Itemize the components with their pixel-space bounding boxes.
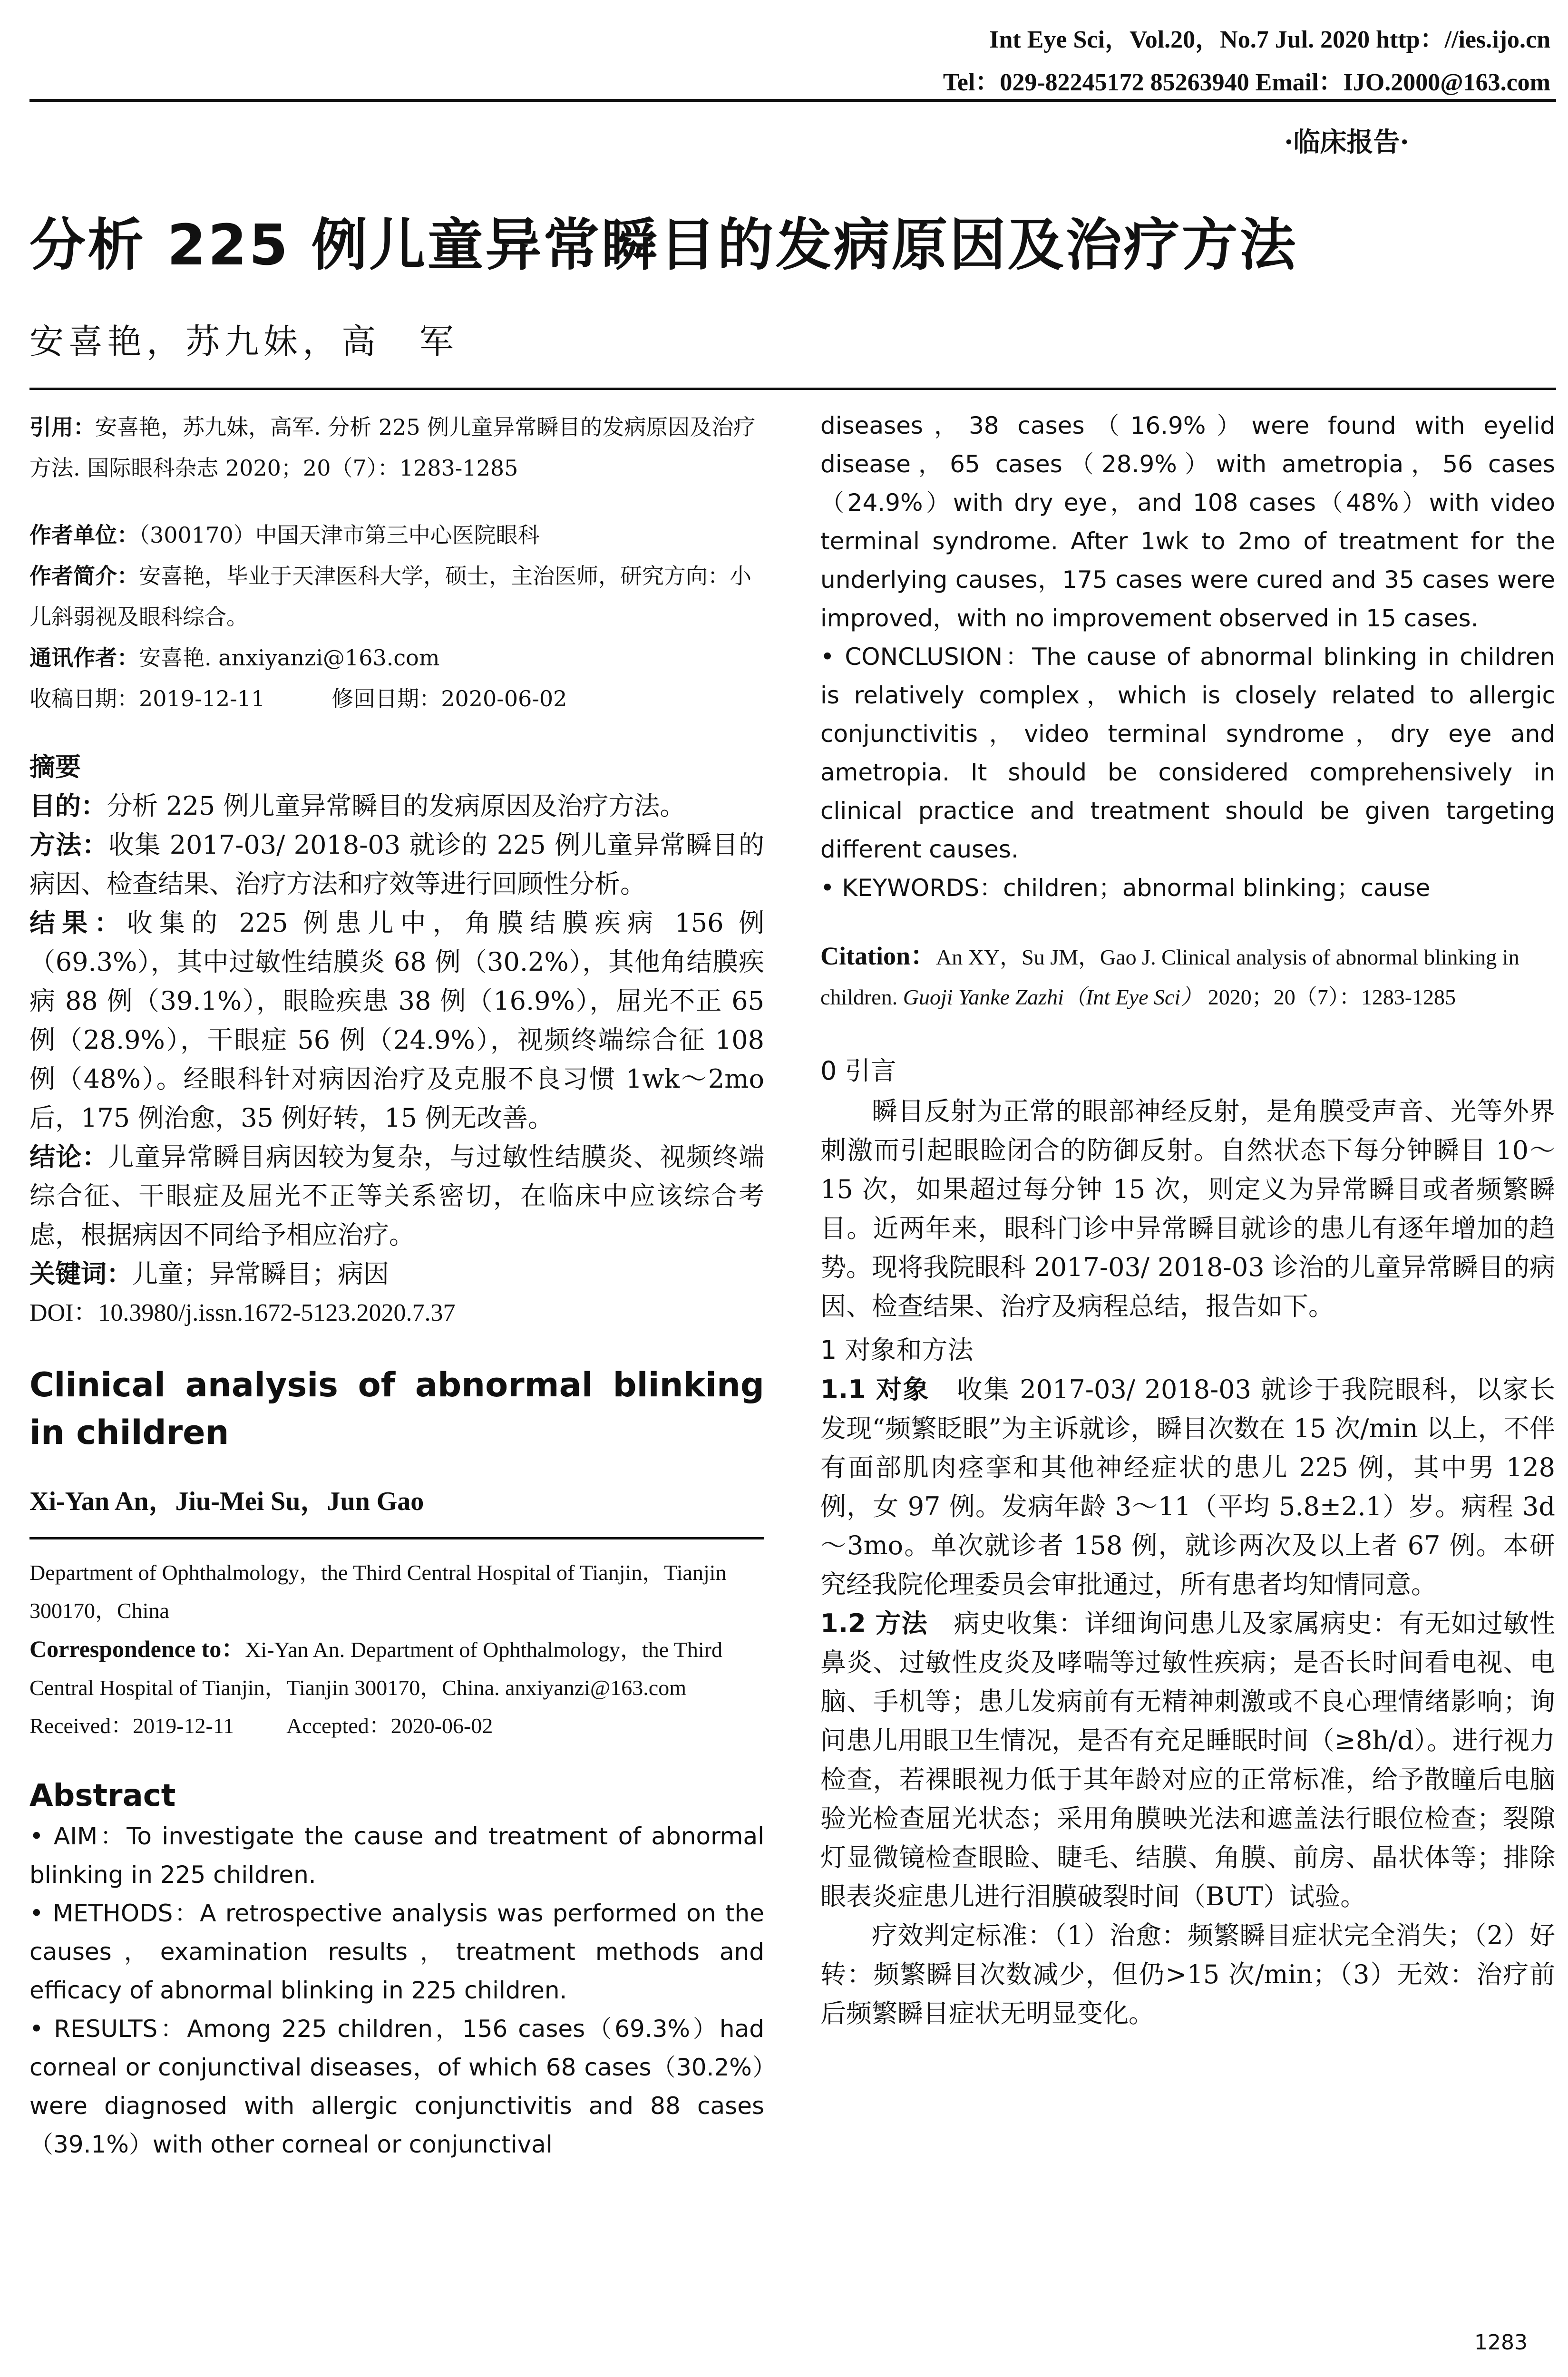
correspondence-en xyxy=(29,1630,764,1707)
subsection-1-2-label: 1.2 方法 xyxy=(820,1608,928,1638)
author-unit-text: （300170）中国天津市第三中心医院眼科 xyxy=(139,522,540,548)
abstract-method-zh xyxy=(29,826,764,904)
journal-header-line1: Int Eye Sci，Vol.20，No.7 Jul. 2020 http：//ies.ijo.cn xyxy=(989,26,1550,53)
right-column xyxy=(820,407,1555,2033)
section-1-heading: 1 对象和方法 xyxy=(820,1335,974,1365)
citation-label: 引用： xyxy=(29,414,95,440)
abstract-aim-en: • AIM：To investigate the cause and treatment of abnormal blinking in 225 children. xyxy=(29,1822,764,1889)
title-rule xyxy=(29,388,1556,390)
author-bio-label: 作者简介： xyxy=(29,563,139,589)
author-unit-label: 作者单位： xyxy=(29,522,139,548)
doi: DOI：10.3980/j.issn.1672-5123.2020.7.37 xyxy=(29,1299,456,1326)
author-bio-text: 安喜艳，毕业于天津医科大学，硕士，主治医师，研究方向：小儿斜弱视及眼科综合。 xyxy=(29,563,751,630)
left-column xyxy=(29,407,764,2164)
english-title: Clinical analysis of abnormal blinking in children xyxy=(29,1365,764,1452)
citation-en-journal: Guoji Yanke Zazhi（Int Eye Sci） xyxy=(903,985,1203,1009)
result-label: 结果： xyxy=(29,908,127,938)
section-0-heading: 0 引言 xyxy=(820,1056,896,1086)
citation-text: 安喜艳，苏九妹，高军. 分析 225 例儿童异常瞬目的发病原因及治疗方法. 国际眼科杂志 2020；20（7）：1283-1285 xyxy=(29,414,756,481)
result-text: 收集的 225 例患儿中，角膜结膜疾病 156 例（69.3%），其中过敏性结膜炎 68 例（30.2%），其他角结膜疾病 88 例（39.1%），眼睑疾患 38 例（16.9%），屈光不正 65 例（28.9%），干眼症 56 例（24.9%），视频终端综合征 108 例（48%）。经眼科针对病因治疗及克服不良习惯 1wk～2mo 后，175 例治愈，35 例好转，15 例无改善。 xyxy=(29,908,764,1133)
subsection-1-2-text: 病史收集：详细询问患儿及家属病史：有无如过敏性鼻炎、过敏性皮炎及哮喘等过敏性疾病；是否长时间看电视、电脑、手机等；患儿发病前有无精神刺激或不良心理情绪影响；询问患儿用眼卫生情况，是否有充足睡眠时间（≥8h/d）。进行视力检查，若裸眼视力低于其年龄对应的正常标准，给予散瞳后电脑验光检查屈光状态；采用角膜映光法和遮盖法行眼位检查；裂隙灯显微镜检查眼睑、睫毛、结膜、角膜、前房、晶状体等；排除眼表炎症患儿进行泪膜破裂时间（BUT）试验。 xyxy=(820,1608,1555,1911)
correspondence-en-text: Xi-Yan An. Department of Ophthalmology，the Third Central Hospital of Tianjin，Tianjin 300170，China. anxiyanzi@163.com xyxy=(29,1637,723,1700)
correspondence-en-label: Correspondence to： xyxy=(29,1636,245,1662)
author-bio xyxy=(29,555,764,637)
citation-block xyxy=(29,407,764,488)
method-text: 收集 2017-03/ 2018-03 就诊的 225 例儿童异常瞬目的病因、检查结果、治疗方法和疗效等进行回顾性分析。 xyxy=(29,830,765,899)
revised-date: 修回日期：2020-06-02 xyxy=(331,686,567,711)
author-unit xyxy=(29,515,764,555)
abstract-methods-en: • METHODS：A retrospective analysis was performed on the causes，examination results，treatment methods and efficacy of abnormal blinking in 225 children. xyxy=(29,1900,764,2004)
keywords-text: 儿童；异常瞬目；病因 xyxy=(132,1259,389,1289)
dates-en xyxy=(29,1707,764,1745)
dates xyxy=(29,678,764,719)
conclusion-label: 结论： xyxy=(29,1142,108,1172)
citation-en-tail: 2020；20（7）：1283-1285 xyxy=(1202,985,1456,1009)
citation-en-text: An XY，Su JM，Gao J. Clinical analysis of abnormal blinking in children. xyxy=(820,945,1519,1009)
abstract-result-zh xyxy=(29,904,764,1138)
corresponding-author-text: 安喜艳. anxiyanzi@163.com xyxy=(139,645,440,671)
keywords-en: • KEYWORDS：children；abnormal blinking；cause xyxy=(820,874,1431,902)
authors: 安喜艳，苏九妹，高 军 xyxy=(29,321,459,361)
corresponding-author xyxy=(29,637,764,678)
received-date: 收稿日期：2019-12-11 xyxy=(29,686,265,711)
page-number: 1283 xyxy=(1474,2330,1528,2355)
abstract-conclusion-en: • CONCLUSION：The cause of abnormal blinking in children is relatively complex，which is closely related to allergic conjunctivitis，video terminal syndrome，dry eye and ametropia. It should be considered comprehensively in clinical practice and treatment should be given targeting different causes. xyxy=(820,643,1555,863)
page-title: 分析 225 例儿童异常瞬目的发病原因及治疗方法 xyxy=(29,212,1298,278)
accepted-en: Accepted：2020-06-02 xyxy=(286,1714,493,1738)
abstract-results-en-cont: diseases，38 cases（16.9%）were found with eyelid disease，65 cases（28.9%）with ametropia，56 cases（24.9%）with dry eye，and 108 cases（48%）with video terminal syndrome. After 1wk to 2mo of treatment for the underlying causes，175 cases were cured and 35 cases were improved，with no improvement observed in 15 cases. xyxy=(820,412,1555,632)
citation-en xyxy=(820,936,1555,1017)
method-label: 方法： xyxy=(29,830,108,860)
efficacy-criteria: 疗效判定标准：（1）治愈：频繁瞬目症状完全消失；（2）好转：频繁瞬目次数减少，但仍>15 次/min；（3）无效：治疗前后频繁瞬目症状无明显变化。 xyxy=(820,1920,1555,2028)
abstract-aim-zh xyxy=(29,787,764,826)
citation-en-label: Citation： xyxy=(820,942,936,970)
section-tag: ·临床报告· xyxy=(1284,127,1409,158)
subsection-1-2 xyxy=(820,1604,1555,1916)
conclusion-text: 儿童异常瞬目病因较为复杂，与过敏性结膜炎、视频终端综合征、干眼症及屈光不正等关系密切，在临床中应该综合考虑，根据病因不同给予相应治疗。 xyxy=(29,1142,765,1250)
subsection-1-1 xyxy=(820,1370,1555,1604)
aim-label: 目的： xyxy=(29,791,107,821)
affiliation: Department of Ophthalmology，the Third Central Hospital of Tianjin，Tianjin 300170，China xyxy=(29,1560,727,1623)
journal-header-line2: Tel：029-82245172 85263940 Email：IJO.2000@163.com xyxy=(943,69,1550,96)
abstract-results-en: • RESULTS：Among 225 children，156 cases（69.3%）had corneal or conjunctival diseases，of which 68 cases（30.2%）were diagnosed with allergic conjunctivitis and 88 cases（39.1%）with other corneal or conjunctival xyxy=(29,2015,764,2158)
keywords-label: 关键词： xyxy=(29,1259,132,1289)
abstract-heading-en: Abstract xyxy=(29,1778,176,1813)
header-rule xyxy=(29,99,1556,102)
abstract-conclusion-zh xyxy=(29,1138,764,1255)
english-authors-rule xyxy=(29,1537,764,1539)
english-authors: Xi-Yan An，Jiu-Mei Su，Jun Gao xyxy=(29,1487,424,1516)
intro-paragraph: 瞬目反射为正常的眼部神经反射，是角膜受声音、光等外界刺激而引起眼睑闭合的防御反射。自然状态下每分钟瞬目 10～15 次，如果超过每分钟 15 次，则定义为异常瞬目或者频繁瞬目。近两年来，眼科门诊中异常瞬目就诊的患儿有逐年增加的趋势。现将我院眼科 2017-03/ 2018-03 诊治的儿童异常瞬目的病因、检查结果、治疗及病程总结，报告如下。 xyxy=(820,1096,1555,1321)
received-en: Received：2019-12-11 xyxy=(29,1714,234,1738)
abstract-heading-zh: 摘要 xyxy=(29,752,81,782)
subsection-1-1-label: 1.1 对象 xyxy=(820,1374,930,1404)
corresponding-author-label: 通讯作者： xyxy=(29,645,139,671)
subsection-1-1-text: 收集 2017-03/ 2018-03 就诊于我院眼科，以家长发现“频繁眨眼”为主诉就诊，瞬目次数在 15 次/min 以上，不伴有面部肌肉痉挛和其他神经症状的患儿 225 例，其中男 128 例，女 97 例。发病年龄 3～11（平均 5.8±2.1）岁。病程 3d～3mo。单次就诊者 158 例，就诊两次及以上者 67 例。本研究经我院伦理委员会审批通过，所有患者均知情同意。 xyxy=(820,1374,1555,1599)
aim-text: 分析 225 例儿童异常瞬目的发病原因及治疗方法。 xyxy=(107,791,686,821)
keywords-zh xyxy=(29,1255,764,1294)
